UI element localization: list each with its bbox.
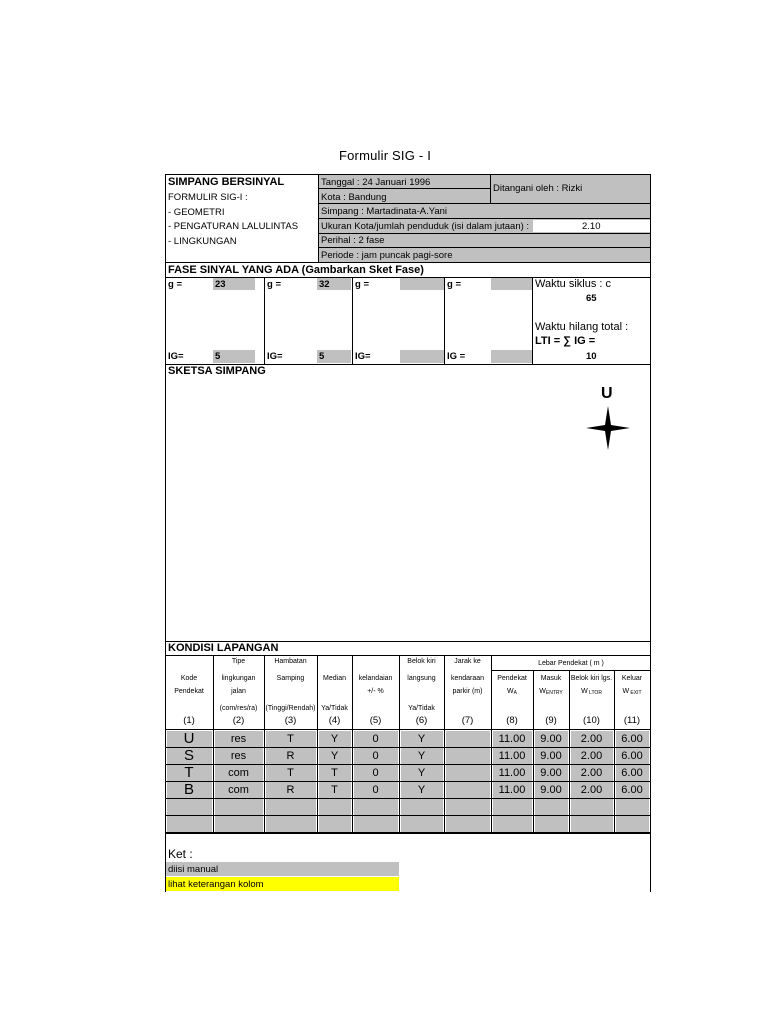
table-cell-value: res bbox=[230, 750, 247, 762]
column-header-text: Keluar bbox=[621, 675, 643, 682]
table-cell bbox=[493, 816, 532, 832]
table-cell bbox=[446, 731, 490, 747]
table-cell-value: 0 bbox=[372, 733, 379, 745]
column-header-text: Hambatan bbox=[274, 658, 307, 665]
lti-value: 10 bbox=[586, 351, 597, 362]
periode: Periode : jam puncak pagi-sore bbox=[321, 250, 453, 261]
ukuran-value: 2.10 bbox=[582, 221, 601, 232]
table-cell-value: 6.00 bbox=[621, 767, 643, 779]
table-cell-value: 2.00 bbox=[580, 750, 603, 762]
phase-3-g-label: g = bbox=[355, 279, 369, 290]
column-header-text: langsung bbox=[407, 675, 436, 682]
table-cell bbox=[266, 799, 316, 815]
phase-1-ig-value: 5 bbox=[215, 351, 221, 362]
table-cell-value: Y bbox=[330, 750, 339, 762]
north-label: U bbox=[601, 385, 613, 402]
phase-4-g-label: g = bbox=[447, 279, 461, 290]
table-cell bbox=[616, 799, 649, 815]
phase-2-g-label: g = bbox=[267, 279, 281, 290]
column-header-subscript: ENTRY bbox=[545, 690, 563, 696]
column-number: (9) bbox=[545, 715, 557, 726]
table-cell-value: Y bbox=[417, 784, 426, 796]
table-cell-value: U bbox=[183, 730, 195, 747]
column-header-text: Belok kiri bbox=[407, 658, 436, 665]
table-cell-value: 11.00 bbox=[498, 750, 526, 762]
table-cell-value: Y bbox=[417, 750, 426, 762]
table-cell-value: B bbox=[183, 781, 194, 798]
column-header-text: Ya/Tidak bbox=[408, 705, 435, 712]
table-cell bbox=[401, 799, 443, 815]
table-cell-value: R bbox=[286, 750, 295, 762]
table-cell bbox=[446, 748, 490, 764]
column-header-text: Jarak ke bbox=[454, 658, 481, 665]
column-header-text: Pendekat bbox=[497, 675, 527, 682]
table-cell-value: 0 bbox=[372, 767, 379, 779]
header-title: SIMPANG BERSINYAL bbox=[168, 176, 285, 188]
table-cell bbox=[535, 799, 568, 815]
form-title: Formulir SIG - I bbox=[338, 148, 432, 163]
table-cell-value: 0 bbox=[372, 750, 379, 762]
table-cell-value: T bbox=[331, 767, 338, 779]
column-header-subscript: A bbox=[513, 690, 517, 696]
table-cell-value: S bbox=[183, 747, 194, 764]
form-name: FORMULIR SIG-I : bbox=[168, 192, 248, 203]
lti-label: LTI = ∑ IG = bbox=[535, 335, 596, 347]
column-number: (8) bbox=[506, 715, 518, 726]
waktu-siklus-value: 65 bbox=[586, 293, 597, 304]
table-cell bbox=[167, 799, 212, 815]
table-cell-value: res bbox=[230, 733, 247, 745]
lebar-pendekat-header: Lebar Pendekat ( m ) bbox=[538, 660, 604, 667]
table-cell bbox=[446, 782, 490, 798]
column-number: (4) bbox=[328, 715, 341, 726]
table-cell-value: 9.00 bbox=[540, 784, 562, 796]
phase-1-g-label: g = bbox=[168, 279, 182, 290]
kota: Kota : Bandung bbox=[321, 192, 387, 203]
table-cell-value: com bbox=[228, 784, 249, 796]
compass-star-icon bbox=[585, 405, 631, 451]
table-cell-value: 2.00 bbox=[580, 767, 603, 779]
fase-title: FASE SINYAL YANG ADA (Gambarkan Sket Fase) bbox=[168, 264, 424, 276]
table-cell-value: T bbox=[287, 767, 294, 779]
column-header-text: W $_{LTOR}$ bbox=[581, 688, 602, 696]
table-cell-value: 11.00 bbox=[498, 733, 526, 745]
table-cell-value: R bbox=[286, 784, 295, 796]
waktu-siklus-label: Waktu siklus : c bbox=[535, 278, 611, 290]
column-header-text: parkir (m) bbox=[452, 688, 483, 695]
column-header-text: Kode bbox=[180, 675, 198, 682]
table-cell-value: 6.00 bbox=[621, 784, 643, 796]
perihal: Perihal : 2 fase bbox=[321, 235, 385, 246]
column-number: (6) bbox=[415, 715, 428, 726]
column-header-text: kelandaian bbox=[358, 675, 393, 682]
simpang: Simpang : Martadinata-A.Yani bbox=[321, 206, 448, 217]
column-header-text: Tipe bbox=[231, 658, 246, 665]
table-cell-value: 0 bbox=[372, 784, 379, 796]
table-cell-value: 11.00 bbox=[498, 767, 526, 779]
table-cell-value: Y bbox=[330, 733, 339, 745]
table-cell-value: T bbox=[287, 733, 294, 745]
table-cell-value: 9.00 bbox=[540, 733, 562, 745]
table-cell bbox=[616, 816, 649, 832]
column-header-text: Samping bbox=[276, 675, 305, 682]
column-number: (5) bbox=[369, 715, 382, 726]
table-cell-value: 6.00 bbox=[621, 750, 643, 762]
header-item: - LINGKUNGAN bbox=[168, 236, 237, 247]
table-cell bbox=[266, 816, 316, 832]
column-header-subscript: LTOR bbox=[587, 690, 602, 696]
column-number: (7) bbox=[461, 715, 474, 726]
table-cell bbox=[319, 816, 351, 832]
table-cell bbox=[215, 816, 263, 832]
table-cell-value: Y bbox=[417, 733, 426, 745]
table-cell bbox=[446, 765, 490, 781]
table-cell bbox=[167, 816, 212, 832]
column-header-text: lingkungan bbox=[221, 675, 256, 682]
column-header-text: $W_A$ bbox=[507, 688, 517, 696]
table-cell-value: 9.00 bbox=[540, 767, 562, 779]
column-header-text: jalan bbox=[231, 688, 246, 695]
phase-2-ig-value: 5 bbox=[319, 351, 325, 362]
table-cell-value: T bbox=[184, 764, 194, 781]
table-cell bbox=[493, 799, 532, 815]
table-cell bbox=[446, 799, 490, 815]
table-cell bbox=[354, 799, 398, 815]
table-cell bbox=[571, 816, 613, 832]
column-number: (10) bbox=[583, 715, 600, 726]
column-header-text: kendaraan bbox=[450, 675, 485, 682]
ket-title: Ket : bbox=[168, 847, 193, 861]
table-cell-value: 6.00 bbox=[621, 733, 643, 745]
column-header-text: Pendekat bbox=[174, 688, 204, 695]
table-cell bbox=[319, 799, 351, 815]
header-item: - GEOMETRI bbox=[168, 207, 225, 218]
phase-1-ig-label: IG= bbox=[168, 351, 184, 362]
column-header-text: Masuk bbox=[540, 675, 562, 682]
column-header-text: $W_{ENTRY}$ bbox=[539, 688, 563, 696]
column-number: (11) bbox=[623, 715, 641, 726]
ditangani: Ditangani oleh : Rizki bbox=[493, 183, 583, 194]
table-cell-value: 2.00 bbox=[580, 784, 603, 796]
kondisi-title: KONDISI LAPANGAN bbox=[168, 642, 279, 654]
table-cell bbox=[354, 816, 398, 832]
table-cell-value: 9.00 bbox=[540, 750, 562, 762]
phase-4-ig-label: IG = bbox=[447, 351, 466, 362]
phase-2-ig-label: IG= bbox=[267, 351, 283, 362]
phase-3-ig-label: IG= bbox=[355, 351, 371, 362]
column-header-text: Belok kiri lgs. bbox=[570, 675, 613, 682]
table-cell bbox=[535, 816, 568, 832]
ukuran-label: Ukuran Kota/jumlah penduduk (isi dalam jutaan) : bbox=[321, 221, 530, 232]
table-cell-value: com bbox=[228, 767, 249, 779]
ket-manual: diisi manual bbox=[168, 864, 219, 875]
column-header-text: (Tinggi/Rendah) bbox=[265, 705, 316, 712]
table-cell-value: 11.00 bbox=[498, 784, 526, 796]
column-header-text: Ya/Tidak bbox=[321, 705, 348, 712]
table-cell-value: 2.00 bbox=[580, 733, 603, 745]
table-cell-value: Y bbox=[417, 767, 426, 779]
table-cell-value: T bbox=[331, 784, 338, 796]
header-item: - PENGATURAN LALULINTAS bbox=[168, 221, 299, 232]
table-cell bbox=[401, 816, 443, 832]
ket-kolom: lihat keterangan kolom bbox=[168, 879, 264, 890]
sketsa-title: SKETSA SIMPANG bbox=[168, 365, 266, 377]
column-number: (1) bbox=[183, 715, 195, 726]
column-number: (2) bbox=[232, 715, 245, 726]
column-header-text: +/- % bbox=[367, 688, 384, 695]
table-cell bbox=[215, 799, 263, 815]
waktu-hilang-label: Waktu hilang total : bbox=[535, 321, 629, 333]
phase-1-g-value: 23 bbox=[215, 279, 226, 290]
tanggal: Tanggal : 24 Januari 1996 bbox=[321, 177, 431, 188]
table-cell bbox=[571, 799, 613, 815]
column-header-text: (com/res/ra) bbox=[219, 705, 258, 712]
column-number: (3) bbox=[284, 715, 297, 726]
column-header-text: W $_{EXIT}$ bbox=[622, 688, 642, 696]
phase-2-g-value: 32 bbox=[319, 279, 330, 290]
table-cell bbox=[446, 816, 490, 832]
column-header-text: Median bbox=[323, 675, 346, 682]
column-header-subscript: EXIT bbox=[629, 690, 642, 696]
